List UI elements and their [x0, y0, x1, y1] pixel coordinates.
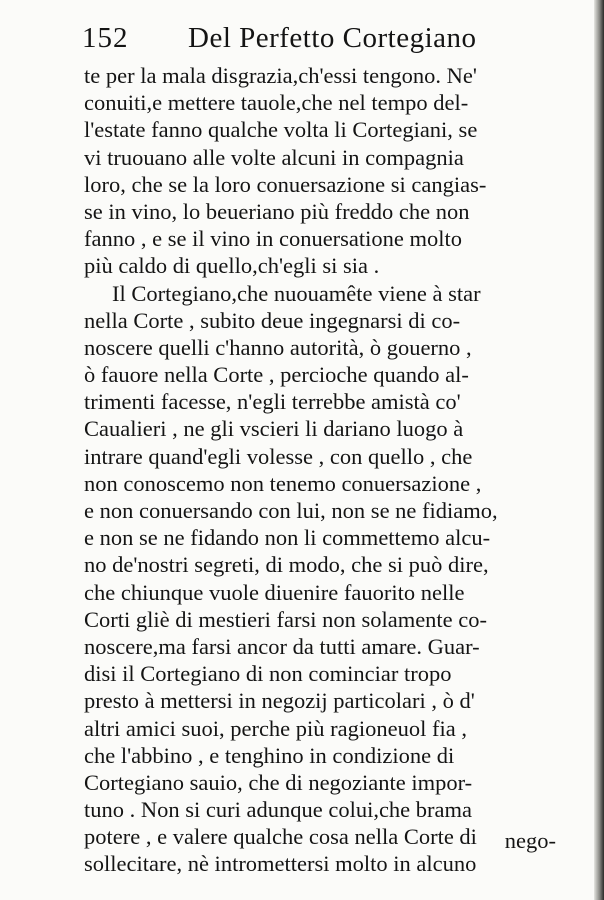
text-line: ò fauore nella Corte , percioche quando al-: [84, 362, 469, 388]
page-number: 152: [82, 22, 129, 54]
text-line: fanno , e se il vino in conuersatione molto: [84, 226, 463, 252]
text-line: noscere quelli c'hanno autorità, ò gouerno ,: [84, 334, 472, 360]
text-line: sollecitare, nè intromettersi molto in alcuno: [84, 851, 477, 877]
text-line: presto à mettersi in negozij particolari , ò d': [84, 688, 475, 714]
text-line: l'estate fanno qualche volta li Cortegiani, se: [84, 117, 478, 143]
text-line: se in vino, lo beueriano più freddo che non: [84, 198, 470, 224]
running-head: Del Perfetto Cortegiano: [188, 22, 477, 54]
text-line: no de'nostri segreti, di modo, che si può dire,: [84, 552, 489, 578]
text-line: Caualieri , ne gli vscieri li dariano luogo à: [84, 416, 464, 442]
text-line: trimenti facesse, n'egli terrebbe amistà co': [84, 389, 461, 415]
text-line: tuno . Non si curi adunque colui,che brama: [84, 797, 473, 823]
text-line: Cortegiano sauio, che di negoziante impor-: [84, 769, 473, 795]
text-line: noscere,ma farsi ancor da tutti amare. Guar-: [84, 633, 480, 659]
text-line: te per la mala disgrazia,ch'essi tengono. Ne': [84, 63, 477, 88]
text-line: potere , e valere qualche cosa nella Corte di: [84, 824, 477, 850]
text-line: disi il Cortegiano di non cominciar tropo: [84, 661, 452, 687]
text-line: non conoscemo non tenemo conuersazione ,: [84, 470, 482, 496]
text-line: e non se ne fidando non li commettemo alcu-: [84, 525, 491, 551]
text-line: nella Corte , subito deue ingegnarsi di co-: [84, 307, 461, 333]
body-text: [84, 62, 584, 878]
text-line: Corti gliè di mestieri farsi non solamente co-: [84, 606, 488, 632]
text-line: più caldo di quello,ch'egli si sia .: [84, 253, 380, 279]
page-edge-shadow: [594, 0, 604, 900]
catchword: nego-: [504, 828, 556, 853]
text-line: vi truouano alle volte alcuni in compagnia: [84, 144, 464, 170]
paragraph-start-line: Il Cortegiano,che nuouamête viene à star: [112, 280, 481, 306]
text-line: che chiunque vuole diuenire fauorito nelle: [84, 579, 465, 605]
text-line: che l'abbino , e tenghino in condizione di: [84, 742, 455, 768]
page-header: [82, 22, 562, 62]
text-line: conuiti,e mettere tauole,che nel tempo del-: [84, 90, 469, 116]
text-line: e non conuersando con lui, non se ne fidiamo,: [84, 498, 498, 523]
text-line: altri amici suoi, perche più ragioneuol fia ,: [84, 715, 467, 741]
text-line: loro, che se la loro conuersazione si cangias-: [84, 171, 487, 197]
text-line: intrare quand'egli volesse , con quello , che: [84, 443, 473, 469]
